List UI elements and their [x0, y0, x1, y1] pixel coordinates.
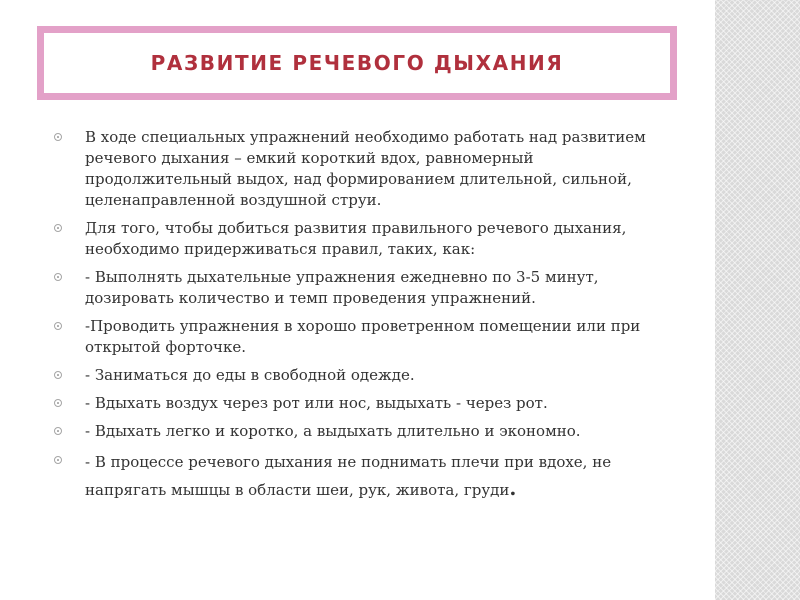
bullet-text: -Проводить упражнения в хорошо проветренном помещении или при открытой форточке.: [85, 317, 641, 356]
bullet-text: Для того, чтобы добиться развития правильного речевого дыхания, необходимо придерживаться правил, таких, как:: [85, 219, 627, 258]
bullet-item: [52, 267, 652, 309]
bullet-marker-icon: [54, 273, 62, 281]
bullet-list: [52, 127, 652, 510]
bullet-text: - Вдыхать воздух через рот или нос, выдыхать - через рот.: [85, 394, 548, 412]
bullet-text: - В процессе речевого дыхания не поднимать плечи при вдохе, не напрягать мышцы в области шеи, рук, живота, груди: [85, 453, 612, 499]
bullet-item: [52, 127, 652, 211]
bullet-text: - Вдыхать легко и коротко, а выдыхать длительно и экономно.: [85, 422, 581, 440]
final-period: .: [509, 476, 517, 500]
bullet-item: [52, 449, 652, 503]
bullet-marker-icon: [54, 399, 62, 407]
bullet-item: [52, 365, 652, 386]
bullet-marker-icon: [54, 224, 62, 232]
bullet-marker-icon: [54, 133, 62, 141]
bullet-marker-icon: [54, 322, 62, 330]
bullet-marker-icon: [54, 427, 62, 435]
bullet-item: [52, 218, 652, 260]
bullet-item: [52, 393, 652, 414]
bullet-marker-icon: [54, 456, 62, 464]
bullet-marker-icon: [54, 371, 62, 379]
decorative-side-strip: [715, 0, 800, 600]
bullet-item: [52, 316, 652, 358]
bullet-text: - Заниматься до еды в свободной одежде.: [85, 366, 415, 384]
title-box: [37, 26, 677, 100]
slide-title: РАЗВИТИЕ РЕЧЕВОГО ДЫХАНИЯ: [150, 51, 564, 75]
bullet-text-wrapper: [85, 453, 611, 499]
bullet-text: В ходе специальных упражнений необходимо работать над развитием речевого дыхания – емкий короткий вдох, равномерный продолжительный выдох, над формированием длительной, сильной, целенаправленной воздушной струи.: [85, 128, 646, 209]
bullet-item: [52, 421, 652, 442]
bullet-text: - Выполнять дыхательные упражнения ежедневно по 3-5 минут, дозировать количество и темп проведения упражнений.: [85, 268, 599, 307]
